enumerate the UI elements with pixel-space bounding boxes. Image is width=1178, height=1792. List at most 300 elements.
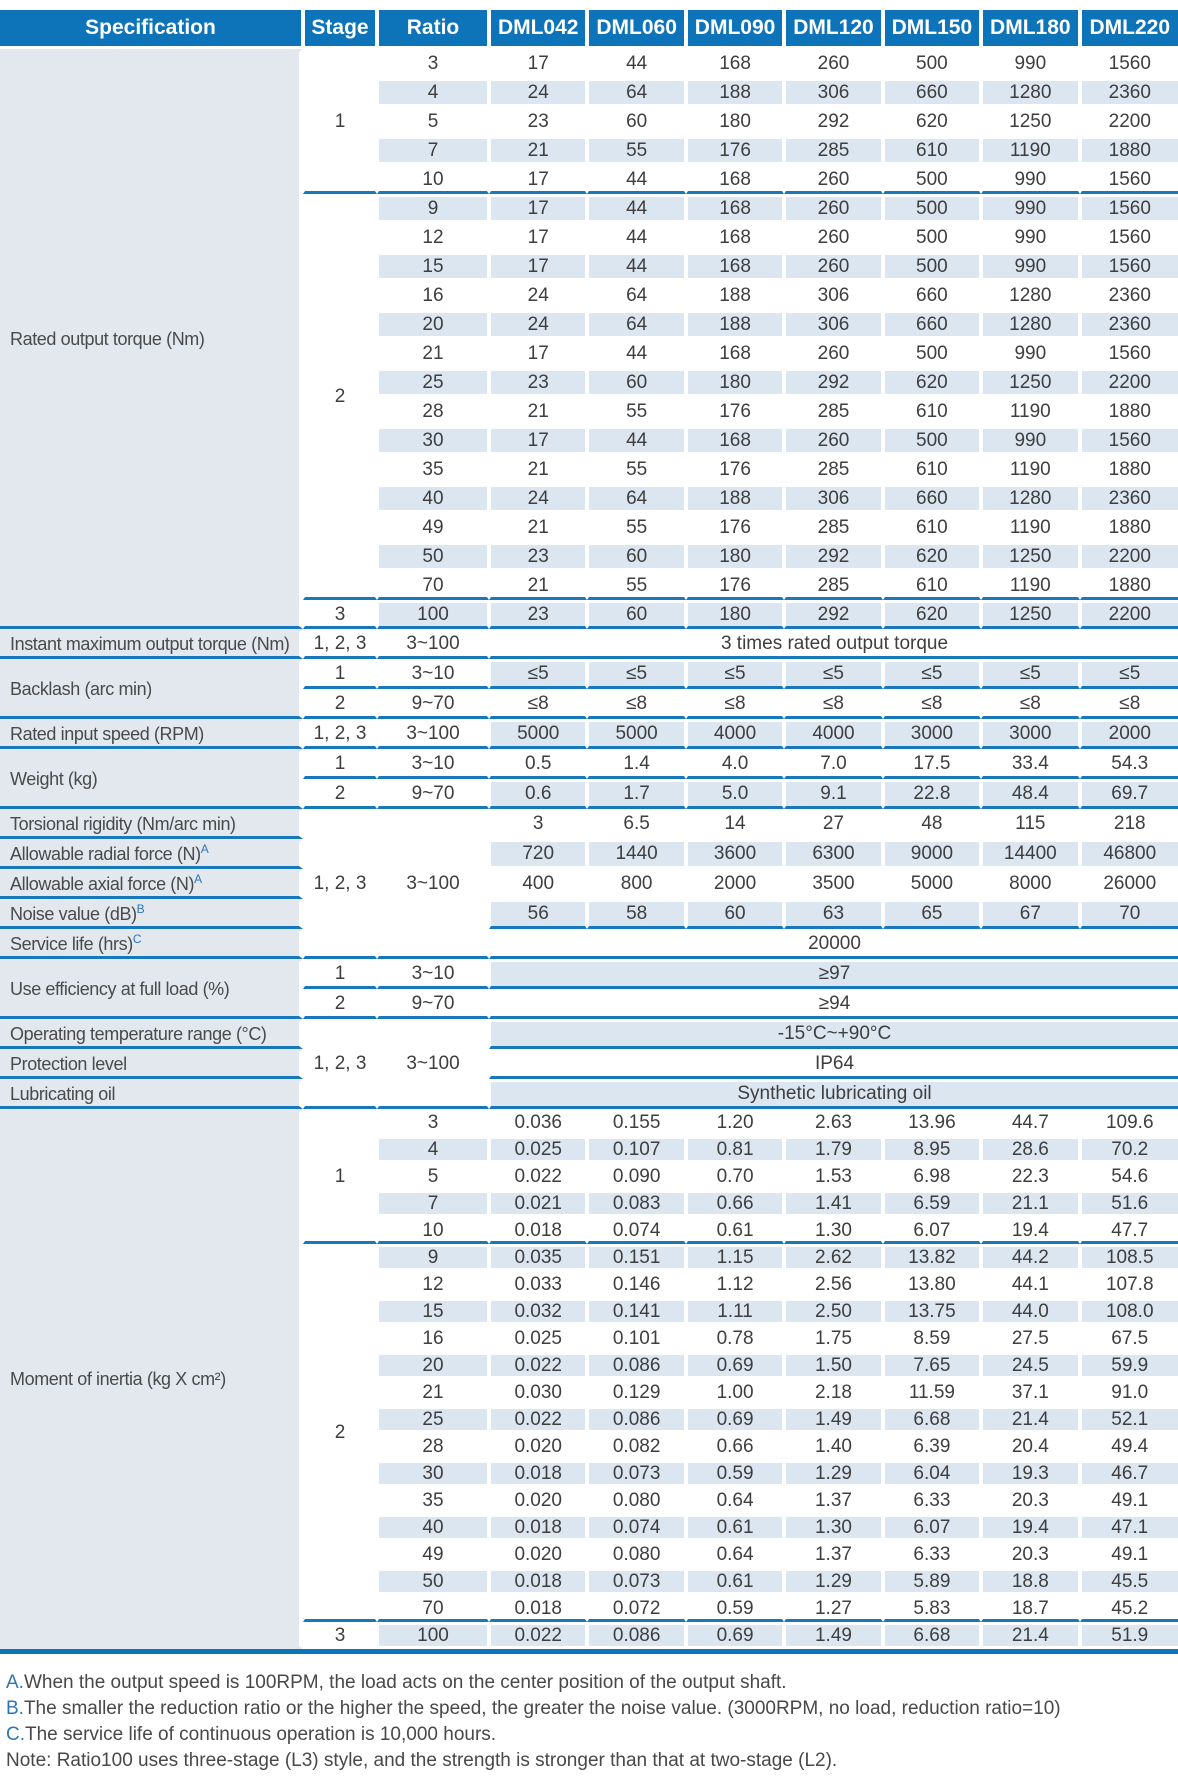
value-cell: 1250 <box>981 107 1079 136</box>
value-cell: 7.65 <box>883 1352 981 1379</box>
value-cell: 3600 <box>686 839 784 869</box>
value-cell: 21 <box>489 455 587 484</box>
value-cell: 69.7 <box>1080 779 1178 809</box>
spec-label-text: Noise value (dB) <box>10 903 137 924</box>
value-cell: 0.018 <box>489 1460 587 1487</box>
value-cell: 1.41 <box>784 1190 882 1217</box>
value-cell: 2200 <box>1080 368 1178 397</box>
value-cell: 6.04 <box>883 1460 981 1487</box>
column-header-specification: Specification <box>0 10 303 49</box>
value-cell: 990 <box>981 252 1079 281</box>
value-cell: 1560 <box>1080 49 1178 78</box>
value-cell: 24 <box>489 484 587 513</box>
table-row <box>0 719 1178 749</box>
table-header-row <box>0 10 1178 49</box>
value-cell: 1.29 <box>784 1568 882 1595</box>
value-cell: 49.4 <box>1080 1433 1178 1460</box>
column-header-dml090: DML090 <box>686 10 784 49</box>
value-cell: 260 <box>784 426 882 455</box>
value-cell: 306 <box>784 310 882 339</box>
ratio-cell: 3~10 <box>377 749 489 779</box>
ratio-cell: 25 <box>377 1406 489 1433</box>
value-cell: 1.20 <box>686 1109 784 1136</box>
value-cell: 17 <box>489 165 587 194</box>
table-row <box>0 629 1178 659</box>
value-cell: 17.5 <box>883 749 981 779</box>
value-cell: 21 <box>489 571 587 600</box>
stage-cell: 1, 2, 3 <box>303 719 377 749</box>
ratio-cell: 5 <box>377 107 489 136</box>
value-cell: 1880 <box>1080 513 1178 542</box>
value-cell: 17 <box>489 49 587 78</box>
stage-cell: 1, 2, 3 <box>303 809 377 959</box>
value-cell: 610 <box>883 571 981 600</box>
value-cell: 1560 <box>1080 339 1178 368</box>
spec-label-text: Moment of inertia (kg X cm²) <box>10 1368 226 1389</box>
ratio-cell: 10 <box>377 1217 489 1244</box>
value-cell: 0.66 <box>686 1190 784 1217</box>
spec-label-text: Lubricating oil <box>10 1083 116 1104</box>
value-cell: 64 <box>587 281 685 310</box>
value-cell: 0.086 <box>587 1622 685 1649</box>
ratio-cell: 20 <box>377 310 489 339</box>
value-cell: 176 <box>686 136 784 165</box>
value-cell: 0.086 <box>587 1352 685 1379</box>
value-cell: 0.025 <box>489 1325 587 1352</box>
value-cell: 0.018 <box>489 1217 587 1244</box>
value-cell: 1560 <box>1080 252 1178 281</box>
value-cell: 0.018 <box>489 1514 587 1541</box>
value-cell: 24 <box>489 310 587 339</box>
value-cell: 17 <box>489 339 587 368</box>
value-cell: 33.4 <box>981 749 1079 779</box>
value-cell: 67 <box>981 899 1079 929</box>
stage-cell: 3 <box>303 1622 377 1649</box>
value-cell: 65 <box>883 899 981 929</box>
value-cell: 28.6 <box>981 1136 1079 1163</box>
stage-cell: 2 <box>303 989 377 1019</box>
value-cell: 660 <box>883 484 981 513</box>
value-cell: 0.70 <box>686 1163 784 1190</box>
spec-label-text: Weight (kg) <box>10 768 98 789</box>
ratio-cell: 7 <box>377 136 489 165</box>
value-cell: 60 <box>587 107 685 136</box>
value-cell: 1880 <box>1080 136 1178 165</box>
value-cell: 5000 <box>587 719 685 749</box>
spec-footnote-ref: C <box>132 931 142 946</box>
value-cell: 1560 <box>1080 194 1178 223</box>
value-cell: 1190 <box>981 136 1079 165</box>
value-cell: 0.59 <box>686 1595 784 1622</box>
value-cell: 44 <box>587 339 685 368</box>
value-cell: 5000 <box>883 869 981 899</box>
value-cell: 6.5 <box>587 809 685 839</box>
value-cell: 6.07 <box>883 1514 981 1541</box>
value-cell: ≤8 <box>489 689 587 719</box>
value-cell: 9000 <box>883 839 981 869</box>
value-cell: 6.33 <box>883 1541 981 1568</box>
value-cell: 0.083 <box>587 1190 685 1217</box>
value-cell: 48 <box>883 809 981 839</box>
value-cell: 3000 <box>981 719 1079 749</box>
spec-label-text: Torsional rigidity (Nm/arc min) <box>10 813 236 834</box>
value-cell: 1.75 <box>784 1325 882 1352</box>
value-cell: 56 <box>489 899 587 929</box>
value-cell: 1.12 <box>686 1271 784 1298</box>
spec-label <box>0 749 303 809</box>
value-cell: 1560 <box>1080 165 1178 194</box>
value-cell: 23 <box>489 600 587 629</box>
value-cell: ≤5 <box>489 659 587 689</box>
value-cell: 46800 <box>1080 839 1178 869</box>
value-cell: 45.5 <box>1080 1568 1178 1595</box>
value-cell: ≤5 <box>686 659 784 689</box>
value-cell: 285 <box>784 455 882 484</box>
value-cell: 91.0 <box>1080 1379 1178 1406</box>
value-cell: 13.80 <box>883 1271 981 1298</box>
value-cell: 0.59 <box>686 1460 784 1487</box>
value-cell: 500 <box>883 165 981 194</box>
value-cell: 17 <box>489 426 587 455</box>
ratio-cell: 100 <box>377 600 489 629</box>
value-cell: 0.66 <box>686 1433 784 1460</box>
spec-label <box>0 49 303 629</box>
ratio-cell: 3~100 <box>377 809 489 959</box>
value-cell: 21 <box>489 397 587 426</box>
ratio-cell: 20 <box>377 1352 489 1379</box>
ratio-cell: 5 <box>377 1163 489 1190</box>
value-cell: 1.37 <box>784 1487 882 1514</box>
value-cell: 0.020 <box>489 1541 587 1568</box>
ratio-cell: 4 <box>377 78 489 107</box>
stage-cell: 1 <box>303 1109 377 1244</box>
value-cell: 0.025 <box>489 1136 587 1163</box>
value-cell: 1280 <box>981 484 1079 513</box>
value-cell: 1560 <box>1080 426 1178 455</box>
value-cell: 23 <box>489 542 587 571</box>
value-cell: 2000 <box>686 869 784 899</box>
value-cell: 21.4 <box>981 1406 1079 1433</box>
ratio-cell: 3~100 <box>377 1019 489 1109</box>
ratio-cell: 30 <box>377 426 489 455</box>
table-row <box>0 1019 1178 1049</box>
spec-label <box>0 839 303 869</box>
value-cell: 0.022 <box>489 1622 587 1649</box>
value-cell: 2.62 <box>784 1244 882 1271</box>
value-cell: 21 <box>489 136 587 165</box>
value-cell: 51.9 <box>1080 1622 1178 1649</box>
spec-label <box>0 959 303 1019</box>
value-cell: 54.3 <box>1080 749 1178 779</box>
value-cell: 168 <box>686 339 784 368</box>
value-cell: 6.98 <box>883 1163 981 1190</box>
value-cell: 610 <box>883 513 981 542</box>
value-cell: 24 <box>489 78 587 107</box>
value-cell: 108.0 <box>1080 1298 1178 1325</box>
value-cell: 292 <box>784 107 882 136</box>
table-row <box>0 809 1178 839</box>
value-cell: 0.69 <box>686 1622 784 1649</box>
value-cell: 51.6 <box>1080 1190 1178 1217</box>
ratio-cell: 21 <box>377 1379 489 1406</box>
value-cell: 2.50 <box>784 1298 882 1325</box>
column-header-dml060: DML060 <box>587 10 685 49</box>
value-cell: 1.30 <box>784 1514 882 1541</box>
value-cell: 180 <box>686 368 784 397</box>
value-cell: 115 <box>981 809 1079 839</box>
value-cell: 44.7 <box>981 1109 1079 1136</box>
footnote-prefix: B. <box>6 1698 24 1719</box>
table-row <box>0 1109 1178 1136</box>
ratio-cell: 70 <box>377 1595 489 1622</box>
stage-cell: 1 <box>303 659 377 689</box>
value-cell: 990 <box>981 165 1079 194</box>
value-cell: 0.018 <box>489 1595 587 1622</box>
value-cell: 44 <box>587 426 685 455</box>
value-cell: 0.073 <box>587 1460 685 1487</box>
spec-label <box>0 1019 303 1049</box>
table-bottom-border <box>0 1649 1178 1654</box>
value-cell: 18.8 <box>981 1568 1079 1595</box>
value-cell: 2200 <box>1080 542 1178 571</box>
value-cell: 55 <box>587 455 685 484</box>
ratio-cell: 9 <box>377 1244 489 1271</box>
value-cell: 1250 <box>981 600 1079 629</box>
value-cell: 1190 <box>981 397 1079 426</box>
value-cell: 20.3 <box>981 1541 1079 1568</box>
stage-cell: 2 <box>303 689 377 719</box>
value-cell: 5.83 <box>883 1595 981 1622</box>
value-cell: 500 <box>883 223 981 252</box>
value-cell: 176 <box>686 571 784 600</box>
value-cell: 0.151 <box>587 1244 685 1271</box>
stage-cell: 1, 2, 3 <box>303 1019 377 1109</box>
value-cell: 1.30 <box>784 1217 882 1244</box>
footnote-text: When the output speed is 100RPM, the load acts on the center position of the output shaft. <box>23 1672 787 1693</box>
value-cell: 13.75 <box>883 1298 981 1325</box>
value-cell: 1.11 <box>686 1298 784 1325</box>
value-cell: 14 <box>686 809 784 839</box>
value-cell: 64 <box>587 484 685 513</box>
value-cell: 188 <box>686 310 784 339</box>
spec-footnote-ref: A <box>200 841 209 856</box>
value-cell: 1.4 <box>587 749 685 779</box>
value-cell: 17 <box>489 223 587 252</box>
value-cell: 260 <box>784 223 882 252</box>
ratio-cell: 3~100 <box>377 719 489 749</box>
value-cell: 6.33 <box>883 1487 981 1514</box>
ratio-cell: 4 <box>377 1136 489 1163</box>
table-row <box>0 749 1178 779</box>
spec-label <box>0 899 303 929</box>
value-cell: 55 <box>587 571 685 600</box>
ratio-cell: 35 <box>377 1487 489 1514</box>
value-cell: 1.00 <box>686 1379 784 1406</box>
ratio-cell: 49 <box>377 513 489 542</box>
specification-table <box>0 10 1178 1649</box>
ratio-cell: 35 <box>377 455 489 484</box>
value-cell: 1.37 <box>784 1541 882 1568</box>
value-cell: 0.074 <box>587 1514 685 1541</box>
ratio-cell: 28 <box>377 1433 489 1460</box>
value-cell: 37.1 <box>981 1379 1079 1406</box>
value-cell: 58 <box>587 899 685 929</box>
ratio-cell: 50 <box>377 1568 489 1595</box>
value-cell: 44.0 <box>981 1298 1079 1325</box>
value-cell: 49.1 <box>1080 1487 1178 1514</box>
spec-footnote-ref: A <box>194 871 203 886</box>
value-cell: 620 <box>883 107 981 136</box>
value-cell: 60 <box>686 899 784 929</box>
column-header-dml220: DML220 <box>1080 10 1178 49</box>
value-cell: 13.96 <box>883 1109 981 1136</box>
table-row <box>0 49 1178 78</box>
value-cell: 2000 <box>1080 719 1178 749</box>
value-cell: 610 <box>883 455 981 484</box>
value-cell: 1560 <box>1080 223 1178 252</box>
value-cell: 0.141 <box>587 1298 685 1325</box>
value-cell: 0.5 <box>489 749 587 779</box>
value-cell: 285 <box>784 513 882 542</box>
value-cell: 0.082 <box>587 1433 685 1460</box>
value-cell: ≤5 <box>587 659 685 689</box>
footnote-a <box>6 1670 1178 1696</box>
value-cell: 260 <box>784 165 882 194</box>
footnote-c <box>6 1722 1178 1748</box>
spec-label <box>0 1079 303 1109</box>
value-cell: 1280 <box>981 281 1079 310</box>
value-cell: 0.69 <box>686 1406 784 1433</box>
value-cell: 1.53 <box>784 1163 882 1190</box>
value-cell: 44 <box>587 165 685 194</box>
spec-label-text: Rated input speed (RPM) <box>10 723 204 744</box>
value-cell: 44 <box>587 49 685 78</box>
value-cell: 0.035 <box>489 1244 587 1271</box>
value-cell: 44 <box>587 223 685 252</box>
column-header-stage: Stage <box>303 10 377 49</box>
spec-footnote-ref: B <box>136 901 145 916</box>
spec-label-text: Use efficiency at full load (%) <box>10 978 230 999</box>
column-header-dml120: DML120 <box>784 10 882 49</box>
value-cell: 13.82 <box>883 1244 981 1271</box>
ratio-cell: 9 <box>377 194 489 223</box>
value-cell: 2200 <box>1080 600 1178 629</box>
value-cell: 0.080 <box>587 1487 685 1514</box>
value-cell: 6.39 <box>883 1433 981 1460</box>
value-cell: ≤8 <box>981 689 1079 719</box>
value-cell: 400 <box>489 869 587 899</box>
value-cell: 64 <box>587 78 685 107</box>
value-cell: 21.4 <box>981 1622 1079 1649</box>
value-cell: 1880 <box>1080 571 1178 600</box>
value-cell: 49.1 <box>1080 1541 1178 1568</box>
value-cell: 3 <box>489 809 587 839</box>
value-cell: 6.68 <box>883 1622 981 1649</box>
value-cell: 70 <box>1080 899 1178 929</box>
value-cell: 67.5 <box>1080 1325 1178 1352</box>
spec-label-text: Allowable axial force (N) <box>10 873 195 894</box>
ratio-cell: 40 <box>377 484 489 513</box>
spec-label <box>0 869 303 899</box>
value-cell: 1.40 <box>784 1433 882 1460</box>
footnote-text: The smaller the reduction ratio or the higher the speed, the greater the noise value. (3000RPM, no load, reduction ratio=10) <box>23 1698 1061 1719</box>
value-cell: 17 <box>489 194 587 223</box>
value-cell: 1.27 <box>784 1595 882 1622</box>
table-row <box>0 959 1178 989</box>
column-header-dml150: DML150 <box>883 10 981 49</box>
span-value-cell: 3 times rated output torque <box>489 629 1178 659</box>
value-cell: 0.036 <box>489 1109 587 1136</box>
value-cell: 2360 <box>1080 281 1178 310</box>
column-header-dml180: DML180 <box>981 10 1079 49</box>
value-cell: 63 <box>784 899 882 929</box>
value-cell: 4.0 <box>686 749 784 779</box>
value-cell: 55 <box>587 513 685 542</box>
value-cell: 14400 <box>981 839 1079 869</box>
spec-label-text: Service life (hrs) <box>10 933 133 954</box>
value-cell: 44.1 <box>981 1271 1079 1298</box>
value-cell: 54.6 <box>1080 1163 1178 1190</box>
value-cell: 990 <box>981 194 1079 223</box>
value-cell: 260 <box>784 339 882 368</box>
value-cell: 500 <box>883 49 981 78</box>
value-cell: 24.5 <box>981 1352 1079 1379</box>
value-cell: 47.7 <box>1080 1217 1178 1244</box>
value-cell: 168 <box>686 165 784 194</box>
stage-cell: 2 <box>303 779 377 809</box>
value-cell: 19.4 <box>981 1514 1079 1541</box>
value-cell: 0.073 <box>587 1568 685 1595</box>
footnote-prefix: A. <box>6 1672 24 1693</box>
value-cell: 990 <box>981 426 1079 455</box>
value-cell: 180 <box>686 600 784 629</box>
value-cell: 306 <box>784 484 882 513</box>
value-cell: 59.9 <box>1080 1352 1178 1379</box>
ratio-cell: 3 <box>377 1109 489 1136</box>
value-cell: 168 <box>686 426 784 455</box>
column-header-ratio: Ratio <box>377 10 489 49</box>
value-cell: 176 <box>686 513 784 542</box>
spec-label-text: Protection level <box>10 1053 127 1074</box>
footnote-note <box>6 1748 1178 1774</box>
value-cell: 1.50 <box>784 1352 882 1379</box>
value-cell: 0.64 <box>686 1487 784 1514</box>
value-cell: 1.49 <box>784 1622 882 1649</box>
spec-label-text: Backlash (arc min) <box>10 678 152 699</box>
ratio-cell: 3 <box>377 49 489 78</box>
value-cell: 0.61 <box>686 1217 784 1244</box>
stage-cell: 1, 2, 3 <box>303 629 377 659</box>
value-cell: 44 <box>587 252 685 281</box>
value-cell: 168 <box>686 223 784 252</box>
spec-label <box>0 1109 303 1649</box>
value-cell: 24 <box>489 281 587 310</box>
value-cell: 0.020 <box>489 1487 587 1514</box>
value-cell: 6300 <box>784 839 882 869</box>
value-cell: 0.61 <box>686 1568 784 1595</box>
value-cell: 990 <box>981 223 1079 252</box>
value-cell: 0.129 <box>587 1379 685 1406</box>
footnote-prefix: Note: <box>6 1750 57 1771</box>
span-value-cell: ≥94 <box>489 989 1178 1019</box>
footnote-prefix: C. <box>6 1724 25 1745</box>
value-cell: 0.022 <box>489 1163 587 1190</box>
ratio-cell: 28 <box>377 397 489 426</box>
value-cell: 0.030 <box>489 1379 587 1406</box>
table-row <box>0 1079 1178 1109</box>
value-cell: 20.3 <box>981 1487 1079 1514</box>
value-cell: 176 <box>686 397 784 426</box>
